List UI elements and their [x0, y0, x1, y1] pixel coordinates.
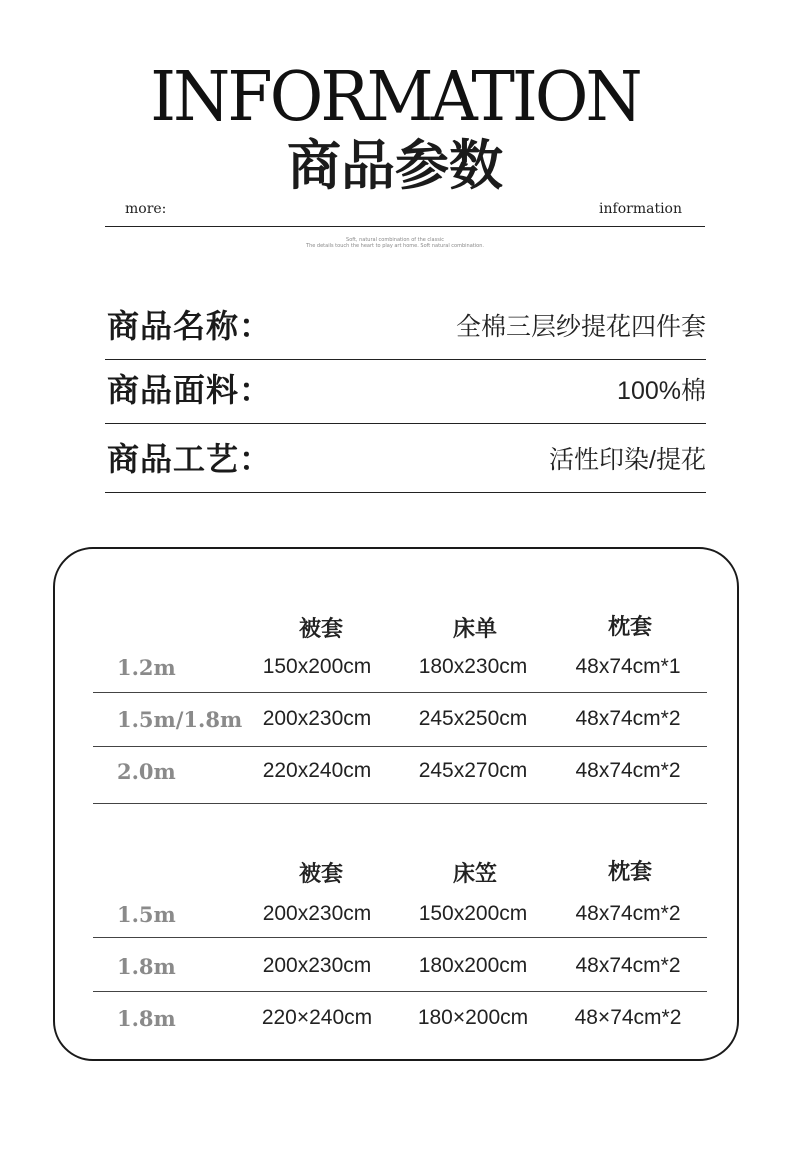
hero-subtitle: 商品参数: [287, 133, 503, 197]
table-header: 床单: [452, 616, 497, 642]
row-divider: [93, 937, 707, 938]
row-size: 1.5m: [117, 902, 176, 927]
row-divider: [93, 991, 707, 992]
row-size: 1.8m: [117, 954, 176, 979]
table-header: 枕套: [607, 614, 652, 640]
table-cell: 200x230cm: [262, 954, 372, 977]
table-header: 被套: [298, 616, 343, 642]
table-cell: 200x230cm: [262, 902, 372, 925]
table-cell: 220×240cm: [261, 1006, 373, 1029]
hero-title: INFORMATION: [150, 58, 640, 137]
tagline-line-1: Soft, natural combination of the classic: [346, 237, 444, 243]
table-cell: 180x200cm: [418, 954, 528, 977]
table-cell: 200x230cm: [262, 707, 372, 730]
row-size: 1.8m: [117, 1006, 176, 1031]
row-size: 1.5m/1.8m: [117, 707, 243, 732]
table-cell: 48x74cm*2: [575, 902, 681, 925]
spec-label: 商品名称：: [107, 307, 273, 345]
table-header: 被套: [298, 861, 343, 887]
spec-label: 商品工艺：: [107, 440, 273, 478]
table-cell: 150x200cm: [262, 655, 372, 678]
row-divider: [93, 746, 707, 747]
tagline-line-2: The details touch the heart to play art home. Soft natural combination.: [306, 243, 484, 249]
spec-row-product-name: [105, 295, 706, 360]
table-header: 床笠: [452, 861, 497, 887]
table-cell: 150x200cm: [418, 902, 528, 925]
spec-row-craft: [105, 428, 706, 493]
table-cell: 48x74cm*2: [575, 707, 681, 730]
table-cell: 220x240cm: [262, 759, 372, 782]
row-size: 2.0m: [117, 759, 176, 784]
table-cell: 245x270cm: [418, 759, 528, 782]
spec-value: 活性印染/提花: [549, 446, 706, 474]
table-header: 枕套: [607, 859, 652, 885]
header-divider: [105, 226, 705, 227]
spec-value: 全棉三层纱提花四件套: [455, 313, 706, 341]
spec-label: 商品面料：: [107, 371, 273, 409]
information-label: information: [599, 201, 682, 217]
row-size: 1.2m: [117, 655, 176, 680]
spec-value: 100%棉: [617, 377, 706, 405]
table-cell: 48×74cm*2: [574, 1006, 682, 1029]
row-divider: [93, 692, 707, 693]
row-divider: [93, 803, 707, 804]
table-cell: 48x74cm*2: [575, 759, 681, 782]
table-cell: 48x74cm*1: [575, 655, 681, 678]
spec-row-fabric: [105, 359, 706, 424]
more-label: more:: [125, 201, 167, 217]
table-cell: 48x74cm*2: [575, 954, 681, 977]
table-cell: 245x250cm: [418, 707, 528, 730]
table-cell: 180×200cm: [417, 1006, 529, 1029]
table-cell: 180x230cm: [418, 655, 528, 678]
